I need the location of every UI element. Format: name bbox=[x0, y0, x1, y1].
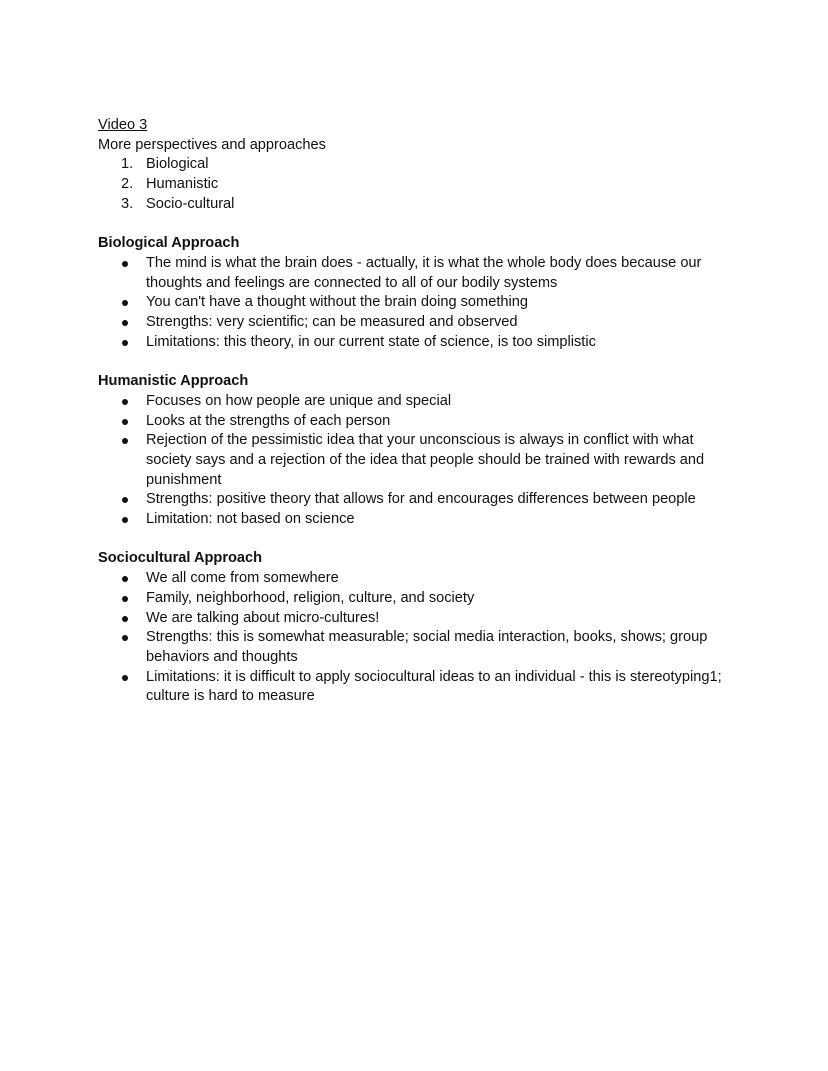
bullet-icon bbox=[122, 399, 128, 405]
bullet-list bbox=[98, 254, 738, 353]
section-biological bbox=[98, 234, 738, 352]
approach-item bbox=[98, 195, 738, 215]
list-item bbox=[98, 668, 738, 707]
bullet-text: Limitations: it is difficult to apply sociocultural ideas to an individual - this is stereotyping1; culture is hard to measure bbox=[146, 668, 722, 705]
list-item bbox=[98, 333, 738, 353]
bullet-text: Strengths: very scientific; can be measured and observed bbox=[146, 314, 518, 331]
list-number: 3. bbox=[121, 195, 134, 212]
bullet-icon bbox=[122, 576, 128, 582]
bullet-icon bbox=[122, 300, 128, 306]
bullet-icon bbox=[122, 596, 128, 602]
video-title: Video 3 bbox=[98, 117, 148, 133]
bullet-text: Looks at the strengths of each person bbox=[146, 412, 391, 429]
bullet-icon bbox=[122, 340, 128, 346]
approach-item bbox=[98, 175, 738, 195]
list-number: 2. bbox=[121, 176, 134, 193]
bullet-text: We all come from somewhere bbox=[146, 570, 339, 587]
list-item bbox=[98, 490, 738, 510]
list-item bbox=[98, 254, 738, 293]
bullet-text: The mind is what the brain does - actually, it is what the whole body does because our thoughts and feelings are connected to all of our bodily systems bbox=[146, 254, 702, 291]
bullet-icon bbox=[122, 497, 128, 503]
bullet-icon bbox=[122, 438, 128, 444]
bullet-text: Family, neighborhood, religion, culture, and society bbox=[146, 589, 475, 606]
document-page bbox=[98, 116, 738, 707]
list-item bbox=[98, 293, 738, 313]
bullet-icon bbox=[122, 419, 128, 425]
bullet-text: Limitations: this theory, in our current state of science, is too simplistic bbox=[146, 333, 596, 350]
section-heading: Sociocultural Approach bbox=[98, 550, 263, 567]
section-heading: Biological Approach bbox=[98, 235, 240, 252]
bullet-text: We are talking about micro-cultures! bbox=[146, 609, 380, 626]
section-humanistic bbox=[98, 372, 738, 530]
blank-line bbox=[98, 530, 738, 550]
bullet-text: You can't have a thought without the brain doing something bbox=[146, 294, 528, 311]
bullet-list bbox=[98, 392, 738, 530]
list-item bbox=[98, 589, 738, 609]
list-item bbox=[98, 431, 738, 490]
bullet-text: Strengths: this is somewhat measurable; social media interaction, books, shows; group behaviors and thoughts bbox=[146, 629, 708, 665]
list-item bbox=[98, 628, 738, 667]
section-sociocultural bbox=[98, 549, 738, 707]
bullet-text: Focuses on how people are unique and special bbox=[146, 392, 452, 409]
approach-label: Biological bbox=[146, 156, 209, 173]
list-item bbox=[98, 392, 738, 412]
blank-line bbox=[98, 215, 738, 235]
list-item bbox=[98, 313, 738, 333]
bullet-icon bbox=[122, 675, 128, 681]
approach-item bbox=[98, 155, 738, 175]
bullet-text: Limitation: not based on science bbox=[146, 511, 355, 528]
bullet-list bbox=[98, 569, 738, 707]
bullet-icon bbox=[122, 261, 128, 267]
bullet-icon bbox=[122, 635, 128, 641]
approach-label: Humanistic bbox=[146, 176, 219, 193]
list-item bbox=[98, 569, 738, 589]
bullet-text: Rejection of the pessimistic idea that your unconscious is always in conflict with what society says and a rejection of the idea that people should be trained with rewards and punishment bbox=[146, 432, 705, 488]
section-heading: Humanistic Approach bbox=[98, 373, 249, 390]
approach-label: Socio-cultural bbox=[146, 195, 235, 212]
blank-line bbox=[98, 352, 738, 372]
approaches-list bbox=[98, 155, 738, 214]
list-item bbox=[98, 412, 738, 432]
bullet-icon bbox=[122, 517, 128, 523]
list-item bbox=[98, 609, 738, 629]
list-item bbox=[98, 510, 738, 530]
bullet-icon bbox=[122, 616, 128, 622]
list-number: 1. bbox=[121, 156, 134, 173]
subtitle: More perspectives and approaches bbox=[98, 136, 326, 153]
bullet-icon bbox=[122, 320, 128, 326]
bullet-text: Strengths: positive theory that allows for and encourages differences between people bbox=[146, 491, 696, 508]
